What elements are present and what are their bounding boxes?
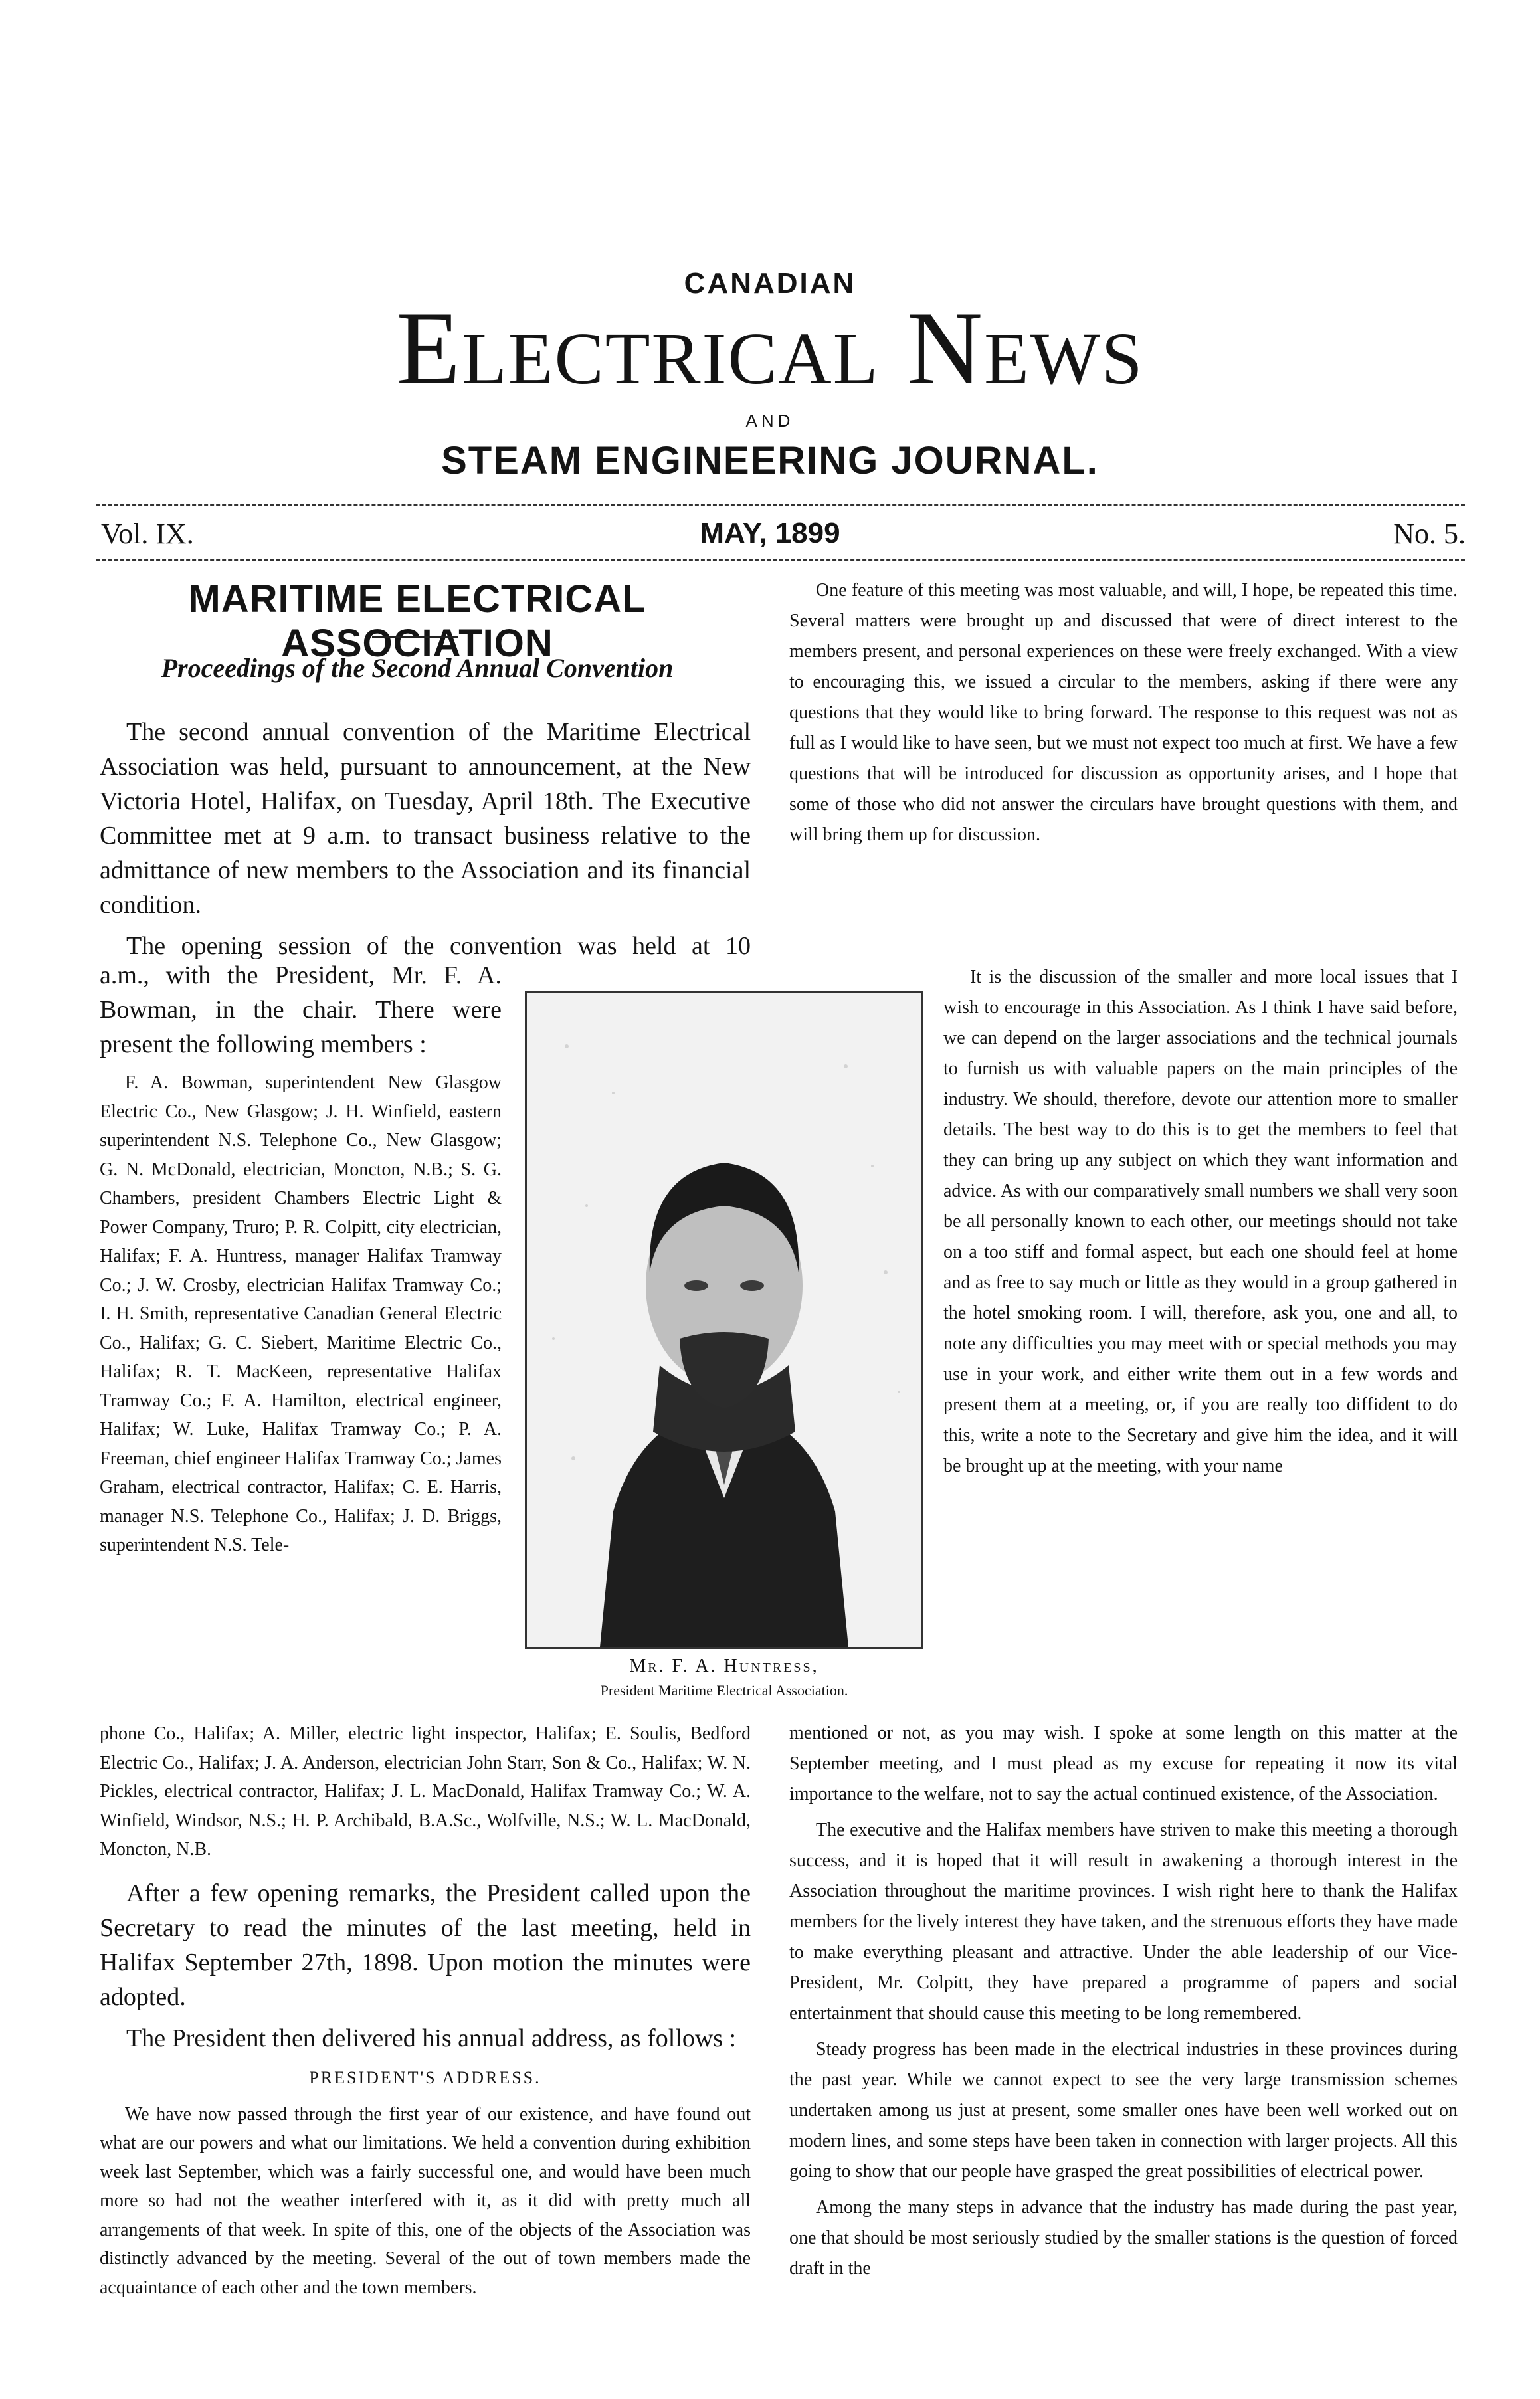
masthead-title: Electrical News — [396, 290, 1144, 407]
intro-paragraph: The second annual convention of the Maritime Electrical Association was held, pursuant to announcement, at the New Victoria Hotel, Halifax, on Tuesday, April 18th. The Executive Committee met at 9 a.m. to transact business relative to the admittance of new members to the Association and its financial condition. — [100, 718, 751, 919]
right-paragraph-4: The executive and the Halifax members have striven to make this meeting a thorough success, and it is hoped that it will result in awakening a thorough interest in the Association throughout the maritime provinces. I wish right here to thank the Halifax members for the lively interest they have taken, and the strenuous efforts they have made to make everything pleasant and attractive. Under the able leadership of our Vice-President, Mr. Colpitt, they have prepared a programme of papers and social entertainment that should cause this meeting to be long remembered. — [789, 1820, 1458, 2024]
issue-volume: Vol. IX. — [101, 518, 194, 550]
article-deck: Proceedings of the Second Annual Convention — [161, 653, 674, 683]
masthead-subtitle: STEAM ENGINEERING JOURNAL. — [441, 439, 1099, 482]
opening-paragraph-rest: a.m., with the President, Mr. F. A. Bowman, in the chair. There were present the following members : — [100, 961, 502, 1058]
right-column-narrow — [943, 962, 1458, 1487]
masthead-and: AND — [745, 411, 795, 431]
after-remarks-paragraph: After a few opening remarks, the President called upon the Secretary to read the minutes of the last meeting, held in Halifax September 27th, 1898. Upon motion the minutes were adopted. — [100, 1879, 751, 2011]
header-rule-bottom — [96, 559, 1465, 561]
left-column-narrow — [100, 958, 502, 1567]
members-list-wide: phone Co., Halifax; A. Miller, electric light inspector, Halifax; E. Soulis, Bedford Electric Co., Halifax; J. A. Anderson, electrician John Starr, Son & Co., Halifax; W. N. Pickles, electrical contractor, Halifax; J. L. MacDonald, Halifax Tramway Co.; W. A. Winfield, Windsor, N.S.; H. P. Archibald, B.A.Sc., Wolfville, N.S.; W. L. MacDonald, Moncton, N.B. — [100, 1723, 751, 1860]
issue-date: MAY, 1899 — [700, 517, 840, 549]
article-headline: MARITIME ELECTRICAL ASSOCIATION — [188, 577, 646, 665]
left-column-top — [100, 715, 751, 963]
right-paragraph-3: mentioned or not, as you may wish. I spoke at some length on this matter at the September meeting, and I must plead as my excuse for repeating it now its vital importance to the welfare, not to say the actual continued existence, of the Association. — [789, 1723, 1458, 1804]
right-paragraph-6: Among the many steps in advance that the industry has made during the past year, one that should be most seriously studied by the smaller stations is the question of forced draft in the — [789, 2197, 1458, 2279]
issue-number: No. 5. — [1393, 518, 1466, 550]
right-column-top — [789, 575, 1458, 856]
right-paragraph-1: One feature of this meeting was most valuable, and will, I hope, be repeated this time. Several matters were brought up and discussed that were of direct interest to the members present, and personal experiences on these were freely exchanged. With a view to encouraging this, we issued a circular to the members, asking if there were any questions that they would like to bring forward. The response to this request was not as full as I would like to have seen, but we must not expect too much at first. We have a few questions that will be introduced for discussion as opportunity arises, and I hope that some of those who did not answer the circulars have brought questions with them, and will bring them up for discussion. — [789, 580, 1458, 845]
members-list-narrow: F. A. Bowman, superintendent New Glasgow Electric Co., New Glasgow; J. H. Winfield, eastern superintendent N.S. Telephone Co., New Glasgow; G. N. McDonald, electrician, Moncton, N.B.; S. G. Chambers, president Chambers Electric Light & Power Company, Truro; P. R. Colpitt, city electrician, Halifax; F. A. Huntress, manager Halifax Tramway Co.; J. W. Crosby, electrician Halifax Tramway Co.; I. H. Smith, representative Canadian General Electric Co., Halifax; G. C. Siebert, Maritime Electric Co., Halifax; R. T. MacKeen, representative Halifax Tramway Co.; F. A. Hamilton, electrical engineer, Halifax; W. Luke, Halifax Tramway Co.; P. A. Freeman, chief engineer Halifax Tramway Co.; James Graham, electrical contractor, Halifax; C. E. Harris, manager N.S. Telephone Co., Halifax; J. D. Briggs, superintendent N.S. Tele- — [100, 1072, 502, 1555]
opening-paragraph-start: The opening session of the convention was held at 10 — [126, 932, 751, 960]
photo-caption-name: Mr. F. A. Huntress, — [629, 1656, 819, 1676]
left-column-bottom — [100, 1719, 751, 2309]
right-column-bottom — [789, 1718, 1458, 2289]
address-paragraph-1: We have now passed through the first year of our existence, and have found out what are our powers and what our limitations. We held a convention during exhibition week last September, which was a fairly successful one, and would have been much more so had not the weather interfered with it, as it did with pretty much all arrangements of that week. In spite of this, one of the objects of the Association was distinctly advanced by the meeting. Several of the out of town members made the acquaintance of each other and the town members. — [100, 2103, 751, 2298]
portrait-illustration — [527, 993, 921, 1647]
address-title: PRESIDENT'S ADDRESS. — [309, 2067, 541, 2087]
masthead-kicker: CANADIAN — [684, 267, 856, 300]
headline-rule — [372, 636, 458, 638]
address-intro-paragraph: The President then delivered his annual address, as follows : — [126, 2024, 737, 2052]
photo-caption-role: President Maritime Electrical Association. — [600, 1682, 848, 1699]
portrait-photo — [525, 991, 923, 1649]
right-paragraph-5: Steady progress has been made in the electrical industries in these provinces during the past year. While we cannot expect to see the very large transmission schemes undertaken among us just at present, some smaller ones have been well worked out on modern lines, and some steps have been taken in connection with larger projects. All this going to show that our people have grasped the great possibilities of electrical power. — [789, 2039, 1458, 2182]
header-rule-top — [96, 504, 1465, 506]
right-paragraph-2: It is the discussion of the smaller and more local issues that I wish to encourage in this Association. As I think I have said before, we can depend on the larger associations and the technical journals to furnish us with valuable papers on the main principles of the industry. We should, therefore, devote our attention more to smaller details. The best way to do this is to get the members to feel that they can bring up any subject on which they want information and advice. As with our comparatively small numbers we shall very soon be all personally known to each other, our meetings should not take on a too stiff and formal aspect, but each one should feel at home and as free to say much or little as they would in a group gathered in the hotel smoking room. I will, therefore, ask you, one and all, to note any difficulties you may meet with or special methods you may use in your work, and either write them out in a few words and present them at a meeting, or, if you are really too diffident to do this, write a note to the Secretary and give him the idea, and it will be brought up at the meeting, with your name — [943, 967, 1458, 1476]
